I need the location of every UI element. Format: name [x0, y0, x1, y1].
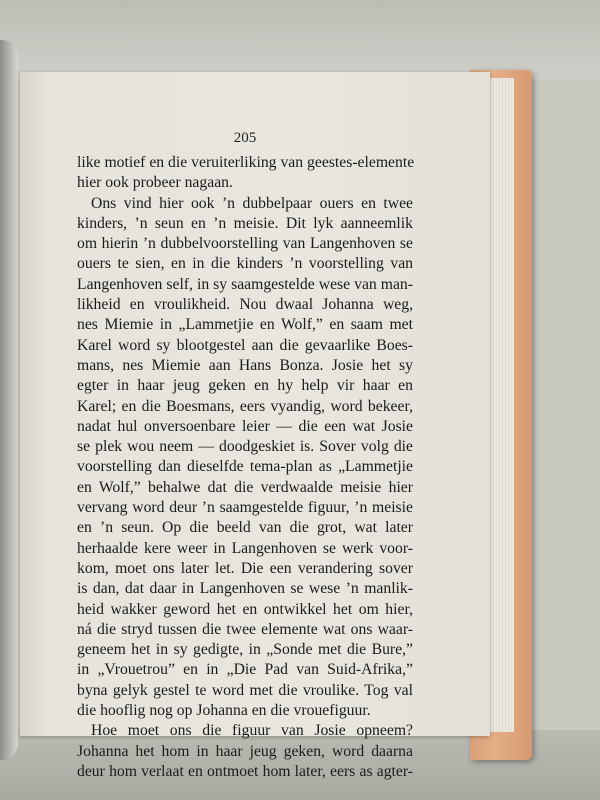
text-line: Karel; en die Boesmans, eers vyandig, word bekeer,: [77, 397, 413, 415]
text-line: heid wakker geword het en ontwikkel het om hier,: [77, 600, 413, 618]
text-line: egter in haar jeug geken en hy help vir haar en: [77, 377, 413, 395]
text-line: nadat hul onversoenbare leier — die een wat Josie: [77, 417, 413, 435]
page-number: 205: [233, 130, 257, 146]
text-line: Ons vind hier ook ’n dubbelpaar ouers en twee: [91, 194, 413, 212]
text-line: likheid en vroulikheid. Nou dwaal Johanna weg,: [77, 296, 413, 314]
text-line: vervang word deur ’n saamgestelde figuur, ’n meisie: [77, 499, 413, 517]
text-line: Hoe moet ons die figuur van Josie opneem?: [91, 722, 413, 740]
text-line: ouers te sien, en in die kinders ’n voorstelling van: [77, 255, 413, 273]
text-line: geneem het in sy gedigte, in „Sonde met die Bure,”: [77, 641, 413, 659]
text-line: kinders, ’n seun en ’n meisie. Dit lyk aanneemlik: [77, 214, 413, 232]
text-line: kom, moet ons later let. Die een verandering sover: [77, 559, 413, 577]
text-line: deur hom verlaat en ontmoet hom later, eers as agter-: [77, 762, 413, 780]
text-line: om hierin ’n dubbelvoorstelling van Langenhoven se: [77, 235, 413, 253]
text-line: is dan, dat daar in Langenhoven se wese ’n manlik-: [77, 580, 413, 598]
text-line: en Wolf,” behalwe dat die verdwaalde meisie hier: [77, 478, 413, 496]
text-line: Langenhoven self, in sy saamgestelde wese van man-: [77, 275, 413, 293]
text-line: se plek wou neem — doodgeskiet is. Sover volg die: [77, 438, 413, 456]
text-line: ná die stryd tussen die twee elemente wat ons waar-: [77, 620, 413, 638]
text-line: Johanna het hom in haar jeug geken, word daarna: [77, 742, 413, 760]
background-top: [0, 0, 600, 80]
body-text: [77, 153, 413, 782]
text-line: like motief en die veruiterliking van geestes-elemente: [77, 154, 415, 171]
text-line: en ’n seun. Op die beeld van die grot, wat later: [77, 519, 413, 537]
text-line: in „Vrouetrou” en in „Die Pad van Suid-Afrika,”: [77, 661, 413, 679]
text-line: hier ook probeer nagaan.: [77, 174, 233, 192]
text-line: herhaalde kere weer in Langenhoven se werk voor-: [77, 539, 413, 557]
text-line: Karel word sy blootgestel aan die gevaarlike Boes-: [77, 336, 413, 354]
text-line: nes Miemie in „Lammetjie en Wolf,” en saam met: [77, 316, 413, 334]
text-line: byna gelyk gestel te word met die vroulike. Tog val: [77, 681, 413, 699]
text-line: mans, nes Miemie aan Hans Bonza. Josie het sy: [77, 356, 413, 374]
facing-page-edge: [0, 40, 18, 760]
text-line: die hooflig nog op Johanna en die vrouefiguur.: [77, 702, 371, 720]
text-line: voorstelling dan dieselfde tema-plan as „Lammetjie: [77, 458, 413, 476]
